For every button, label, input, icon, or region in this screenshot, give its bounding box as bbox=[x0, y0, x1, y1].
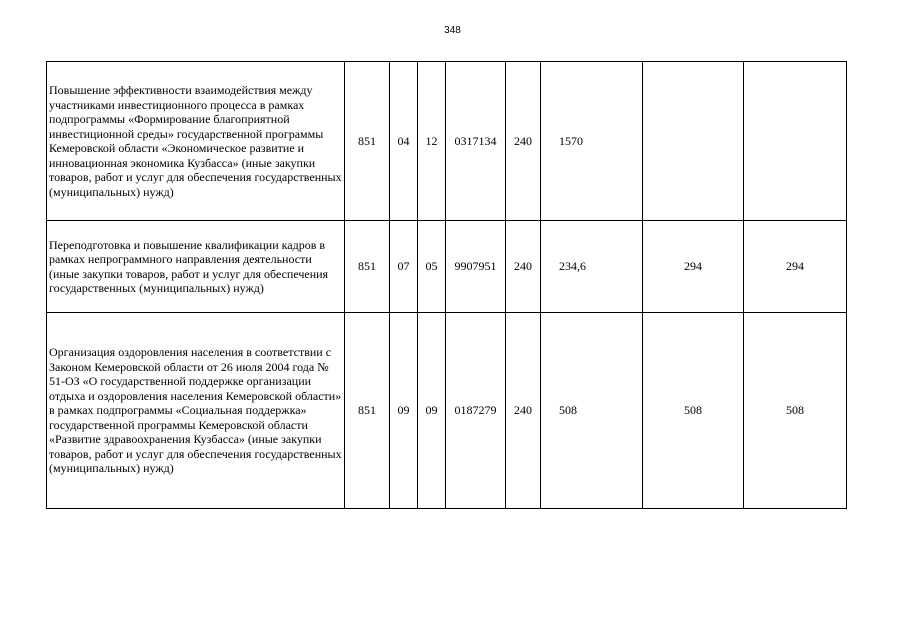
amount-year-1: 508 bbox=[541, 313, 643, 509]
department-code: 851 bbox=[345, 221, 390, 313]
table-row bbox=[47, 313, 847, 509]
expense-type-code: 240 bbox=[506, 62, 541, 221]
amount-year-3 bbox=[744, 62, 847, 221]
row-description: Переподготовка и повышение квалификации кадров в рамках непрограммного направления деятельности (иные закупки товаров, работ и услуг для обеспечения государственных (муниципальных) нужд) bbox=[47, 221, 345, 313]
amount-year-2: 294 bbox=[643, 221, 744, 313]
page-number: 348 bbox=[444, 25, 461, 36]
amount-year-1: 1570 bbox=[541, 62, 643, 221]
table-row bbox=[47, 62, 847, 221]
amount-year-1: 234,6 bbox=[541, 221, 643, 313]
amount-year-3: 294 bbox=[744, 221, 847, 313]
subsection-code: 12 bbox=[418, 62, 446, 221]
expense-type-code: 240 bbox=[506, 221, 541, 313]
target-article-code: 0187279 bbox=[446, 313, 506, 509]
row-description: Организация оздоровления населения в соответствии с Законом Кемеровской области от 26 июля 2004 года № 51-ОЗ «О государственной поддержке организации отдыха и оздоровления населения Кемеровской области» в рамках подпрограммы «Социальная поддержка» государственной программы Кемеровской области «Развитие здравоохранения Кузбасса» (иные закупки товаров, работ и услуг для обеспечения государственных (муниципальных) нужд) bbox=[47, 313, 345, 509]
target-article-code: 9907951 bbox=[446, 221, 506, 313]
row-description: Повышение эффективности взаимодействия между участниками инвестиционного процесса в рамках подпрограммы «Формирование благоприятной инвестиционной среды» государственной программы Кемеровской области «Экономическое развитие и инновационная экономика Кузбасса» (иные закупки товаров, работ и услуг для обеспечения государственных (муниципальных) нужд) bbox=[47, 62, 345, 221]
expense-type-code: 240 bbox=[506, 313, 541, 509]
budget-table bbox=[46, 61, 847, 509]
department-code: 851 bbox=[345, 313, 390, 509]
section-code: 09 bbox=[390, 313, 418, 509]
target-article-code: 0317134 bbox=[446, 62, 506, 221]
section-code: 07 bbox=[390, 221, 418, 313]
subsection-code: 05 bbox=[418, 221, 446, 313]
subsection-code: 09 bbox=[418, 313, 446, 509]
amount-year-3: 508 bbox=[744, 313, 847, 509]
department-code: 851 bbox=[345, 62, 390, 221]
amount-year-2 bbox=[643, 62, 744, 221]
section-code: 04 bbox=[390, 62, 418, 221]
table-row bbox=[47, 221, 847, 313]
amount-year-2: 508 bbox=[643, 313, 744, 509]
